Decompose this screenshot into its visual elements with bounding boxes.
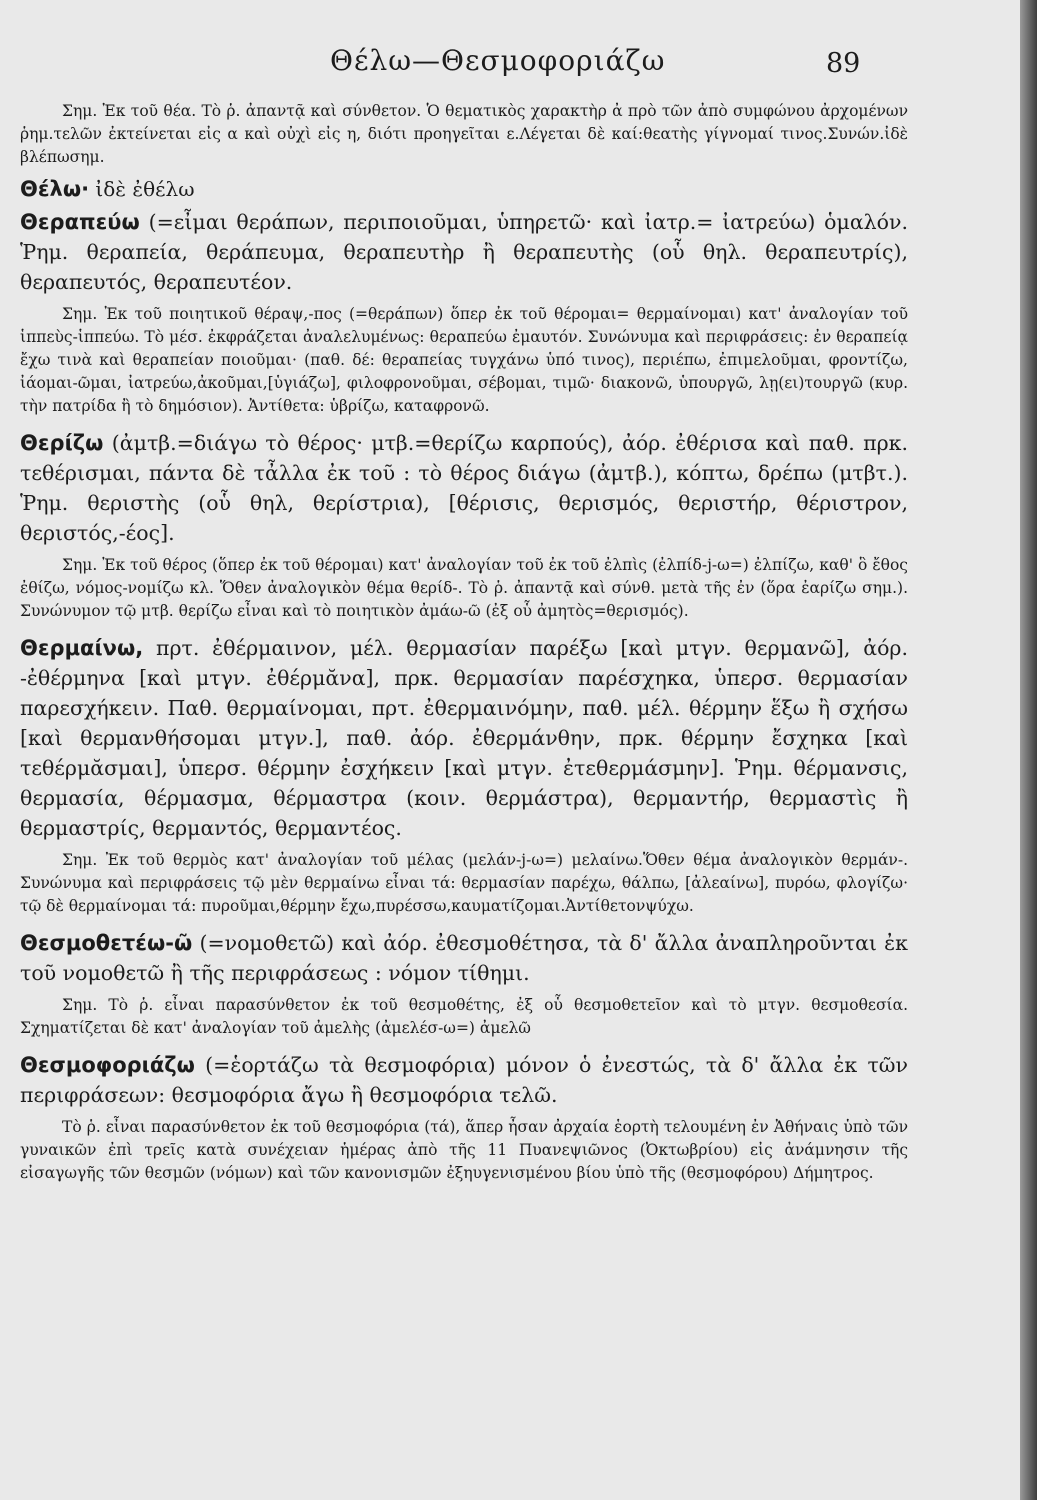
note-paragraph: Σημ. Ἐκ τοῦ θερμὸς κατ' ἀναλογίαν τοῦ μέλας (μελάν-j-ω=) μελαίνω.Ὅθεν θέμα ἀναλογικὸν θερμάν-. Συνώνυμα καὶ περιφράσεις τῷ μὲν θερμαίνω εἶναι τά: θερμασίαν παρέχω, θάλπω, [ἀλεαίνω], πυρόω, φλογίζω· τῷ δὲ θερμαίνομαι τά: πυροῦμαι,θέρμην ἔχω,πυρέσσω,καυματίζομαι.Ἀντίθετονψύχω. — [20, 851, 908, 915]
page-body — [20, 100, 908, 1185]
dictionary-entry — [20, 207, 908, 297]
page-number: 89 — [826, 48, 861, 79]
entry-text: (ἀμτβ.=διάγω τὸ θέρος· μτβ.=θερίζω καρπούς), ἀόρ. ἐθέρισα καὶ παθ. πρκ. τεθέρισμαι, πάντα δὲ τἆλλα ἐκ τοῦ : τὸ θέρος διάγω (ἀμτβ.), κόπτω, δρέπω (μτβτ.). Ῥημ. θεριστὴς (οὗ θηλ, θερίστρια), [θέρισις, θερισμός, θεριστήρ, θέριστρον, θεριστός,-έος]. — [20, 431, 908, 545]
dictionary-entry — [20, 928, 908, 988]
page-header — [0, 44, 1020, 84]
headword: Θέλω· — [20, 177, 90, 201]
headword: Θεραπεύω — [20, 210, 140, 234]
cross-reference-entry — [20, 173, 908, 205]
note-paragraph: Σημ. Ἐκ τοῦ ποιητικοῦ θέραψ,-πος (=θεράπων) ὅπερ ἐκ τοῦ θέρομαι= θερμαίνομαι) κατ' ἀναλογίαν τοῦ ἱππεὺς-ἱππεύω. Τὸ μέσ. ἐκφράζεται ἀναλελυμένως: θεραπεύω ἐμαυτόν. Συνώνυμα καὶ περιφράσεις: ἐν θεραπείᾳ ἔχω τινὰ καὶ θεραπείαν ποιοῦμαι· (παθ. δέ: θεραπείας τυγχάνω ὑπό τινος), περιέπω, ἐπιμελοῦμαι, φροντίζω, ἰάομαι-ῶμαι, ἰατρεύω,ἀκοῦμαι,[ὑγιάζω], φιλοφρονοῦμαι, σέβομαι, τιμῶ· διακονῶ, ὑπουργῶ, λῃ(ει)τουργῶ (κυρ. τὴν πατρίδα ἢ τὸ δημόσιον). Ἀντίθετα: ὑβρίζω, καταφρονῶ. — [20, 305, 908, 415]
dictionary-entry — [20, 633, 908, 843]
headword: Θερίζω — [20, 431, 104, 455]
headword: Θερμαίνω, — [20, 636, 144, 660]
headword: Θεσμοφοριάζω — [20, 1053, 195, 1077]
entry-text: (=νομοθετῶ) καὶ ἀόρ. ἐθεσμοθέτησα, τὰ δ' ἄλλα ἀναπληροῦνται ἐκ τοῦ νομοθετῶ ἢ τῆς περιφράσεως : νόμον τίθημι. — [20, 931, 908, 985]
entry-text: (=εἶμαι θεράπων, περιποιοῦμαι, ὑπηρετῶ· καὶ ἰατρ.= ἰατρεύω) ὁμαλόν. Ῥημ. θεραπεία, θεράπευμα, θεραπευτὴρ ἢ θεραπευτὴς (οὗ θηλ. θεραπευτρίς), θεραπευτός, θεραπευτέον. — [20, 210, 908, 294]
note-paragraph: Σημ. Ἐκ τοῦ θέα. Τὸ ῥ. ἀπαντᾷ καὶ σύνθετον. Ὁ θεματικὸς χαρακτὴρ ἀ πρὸ τῶν ἀπὸ συμφώνου ἀρχομένων ῥημ.τελῶν ἐκτείνεται εἰς α καὶ οὐχὶ εἰς η, διότι προηγεῖται ε.Λέγεται δὲ καί:θεατὴς γίγνομαί τινος.Συνών.ἰδὲ βλέπωσημ. — [20, 102, 908, 166]
dictionary-entry — [20, 1050, 908, 1110]
dictionary-entry — [20, 428, 908, 548]
headword: Θεσμοθετέω-ῶ — [20, 931, 193, 955]
entry-text: ἰδὲ ἐθέλω — [89, 177, 195, 201]
entry-text: πρτ. ἐθέρμαινον, μέλ. θερμασίαν παρέξω [καὶ μτγν. θερμανῶ], ἀόρ. -ἐθέρμηνα [καὶ μτγν. ἐθέρμᾰνα], πρκ. θερμασίαν παρέσχηκα, ὑπερσ. θερμασίαν παρεσχήκειν. Παθ. θερμαίνομαι, πρτ. ἐθερμαινόμην, παθ. μέλ. θέρμην ἕξω ἢ σχήσω [καὶ θερμανθήσομαι μτγν.], παθ. ἀόρ. ἐθερμάνθην, πρκ. θέρμην ἔσχηκα [καὶ τεθέρμᾰσμαι], ὑπερσ. θέρμην ἐσχήκειν [καὶ μτγν. ἐτεθερμάσμην]. Ῥημ. θέρμανσις, θερμασία, θέρμασμα, θέρμαστρα (κοιν. θερμάστρα), θερμαντήρ, θερμαστὶς ἢ θερμαστρίς, θερμαντός, θερμαντέος. — [20, 636, 908, 840]
note-paragraph: Σημ. Τὸ ῥ. εἶναι παρασύνθετον ἐκ τοῦ θεσμοθέτης, ἐξ οὗ θεσμοθετεῖον καὶ τὸ μτγν. θεσμοθεσία. Σχηματίζεται δὲ κατ' ἀναλογίαν τοῦ ἀμελὴς (ἀμελέσ-ω=) ἀμελῶ — [20, 996, 908, 1037]
running-title: Θέλω—Θεσμοφοριάζω — [330, 44, 666, 77]
page-edge-shadow — [1020, 0, 1037, 1500]
note-paragraph: Σημ. Ἐκ τοῦ θέρος (ὅπερ ἐκ τοῦ θέρομαι) κατ' ἀναλογίαν τοῦ ἐκ τοῦ ἐλπὶς (ἐλπίδ-j-ω=) ἐλπίζω, καθ' ὃ ἔθος ἐθίζω, νόμος-νομίζω κλ. Ὅθεν ἀναλογικὸν θέμα θερίδ-. Τὸ ῥ. ἀπαντᾷ καὶ σύνθ. μετὰ τῆς ἐν (ὅρα ἐαρίζω σημ.). Συνώνυμον τῷ μτβ. θερίζω εἶναι καὶ τὸ ποιητικὸν ἀμάω-ῶ (ἐξ οὗ ἀμητὸς=θερισμός). — [20, 556, 908, 620]
entry-text: (=ἑορτάζω τὰ θεσμοφόρια) μόνον ὁ ἐνεστώς, τὰ δ' ἄλλα ἐκ τῶν περιφράσεων: θεσμοφόρια ἄγω ἢ θεσμοφόρια τελῶ. — [20, 1053, 908, 1107]
note-paragraph: Τὸ ῥ. εἶναι παρασύνθετον ἐκ τοῦ θεσμοφόρια (τά), ἅπερ ἦσαν ἀρχαία ἑορτὴ τελουμένη ἐν Ἀθήναις ὑπὸ τῶν γυναικῶν ἐπὶ τρεῖς κατὰ συνέχειαν ἡμέρας ἀπὸ τῆς 11 Πυανεψιῶνος (Ὀκτωβρίου) εἰς ἀνάμνησιν τῆς εἰσαγωγῆς τῶν θεσμῶν (νόμων) καὶ τῶν κανονισμῶν ἐξηυγενισμένου βίου ὑπὸ τῆς (θεσμοφόρου) Δήμητρος. — [20, 1118, 908, 1182]
